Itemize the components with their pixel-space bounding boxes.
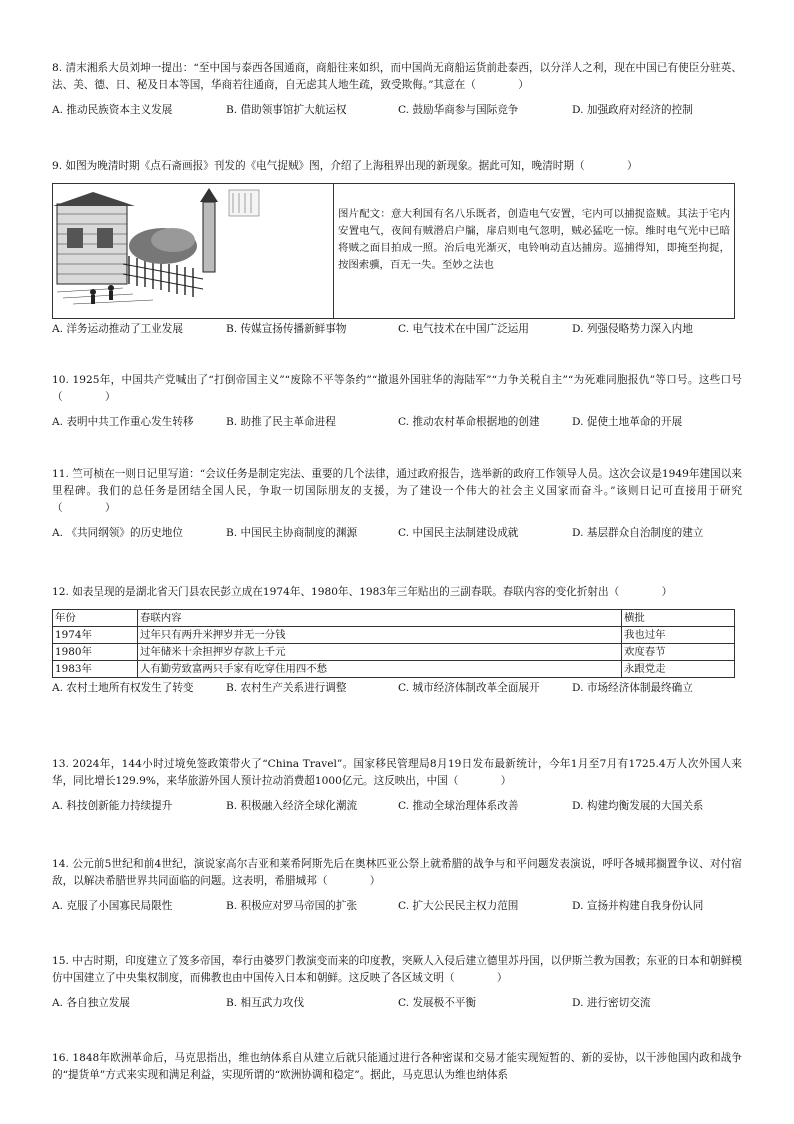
table-row	[53, 661, 735, 678]
options-row	[52, 102, 742, 119]
option-d[interactable]: D. 基层群众自治制度的建立	[572, 527, 704, 539]
table-header-cell: 横批	[622, 610, 735, 627]
question-stem: 14. 公元前5世纪和前4世纪，演说家高尔吉亚和莱希阿斯先后在奥林匹亚公祭上就希腊的战争与和平问题发表演说，呼吁各城邦搁置争议、对付宿敌，以解决希腊世界共同面临的问题。这表明，希腊城邦（ ）	[52, 858, 742, 887]
option-a[interactable]: A. 洋务运动推动了工业发展	[52, 323, 183, 335]
question-stem: 16. 1848年欧洲革命后，马克思指出，维也纳体系自从建立后就只能通过进行各种密谋和交易才能实现短暂的、新的妥协，以干涉他国内政和战争的“提货单”方式来实现和满足利益，实现所谓的“欧洲协调和稳定”。据此，马克思认为维也纳体系	[52, 1052, 742, 1081]
option-d[interactable]: D. 加强政府对经济的控制	[572, 104, 693, 116]
option-a[interactable]: A. 《共同纲领》的历史地位	[52, 527, 183, 539]
option-c[interactable]: C. 中国民主法制建设成就	[398, 527, 519, 539]
option-b[interactable]: B. 积极融入经济全球化潮流	[226, 800, 358, 812]
option-d[interactable]: D. 促使土地革命的开展	[572, 416, 683, 428]
option-c[interactable]: C. 城市经济体制改革全面展开	[398, 682, 540, 694]
question-stem: 12. 如表呈现的是湖北省天门县农民彭立成在1974年、1980年、1983年三年贴出的三副春联。春联内容的变化折射出（ ）	[52, 586, 673, 598]
options-row	[52, 321, 742, 338]
electric-thief-illustration	[53, 184, 333, 312]
table-cell: 人有勤劳致富两只手家有吃穿住用四不愁	[138, 661, 622, 678]
question-stem: 11. 竺可桢在一则日记里写道：“会议任务是制定宪法、重要的几个法律，通过政府报告，选举新的政府工作领导人员。这次会议是1949年建国以来里程碑。我们的总任务是团结全国人民，争取一切国际朋友的支援，为了建设一个伟大的社会主义国家而奋斗。”该则日记可直接用于研究（ ）	[52, 468, 742, 514]
option-d[interactable]: D. 构建均衡发展的大国关系	[572, 800, 704, 812]
couplet-table	[52, 609, 735, 678]
figure-table	[52, 183, 735, 319]
option-d[interactable]: D. 进行密切交流	[572, 997, 651, 1009]
table-cell: 我也过年	[622, 627, 735, 644]
option-c[interactable]: C. 电气技术在中国广泛运用	[398, 323, 529, 335]
table-cell: 1983年	[53, 661, 138, 678]
option-b[interactable]: B. 传媒宣扬传播新鲜事物	[226, 323, 347, 335]
table-cell: 过年储米十余担押岁存款上千元	[138, 644, 622, 661]
option-a[interactable]: A. 克服了小国寡民局限性	[52, 900, 173, 912]
option-c[interactable]: C. 扩大公民民主权力范围	[398, 900, 519, 912]
table-header-row	[53, 610, 735, 627]
question-15	[52, 953, 742, 1012]
question-9	[52, 158, 742, 338]
question-16	[52, 1050, 742, 1084]
table-row	[53, 627, 735, 644]
option-b[interactable]: B. 中国民主协商制度的渊源	[226, 527, 358, 539]
option-a[interactable]: A. 各自独立发展	[52, 997, 130, 1009]
table-row	[53, 644, 735, 661]
question-stem: 9. 如图为晚清时期《点石斋画报》刊发的《电气捉贼》图，介绍了上海租界出现的新现象。据此可知，晚清时期（ ）	[52, 160, 638, 172]
options-row	[52, 995, 742, 1012]
options-row	[52, 898, 742, 915]
options-row	[52, 414, 742, 431]
option-b[interactable]: B. 借助领事馆扩大航运权	[226, 104, 347, 116]
question-12	[52, 584, 742, 697]
caption-cell	[334, 184, 735, 319]
option-c[interactable]: C. 发展极不平衡	[398, 997, 477, 1009]
question-13	[52, 756, 742, 815]
table-cell: 欢度春节	[622, 644, 735, 661]
option-c[interactable]: C. 推动农村革命根据地的创建	[398, 416, 540, 428]
option-c[interactable]: C. 推动全球治理体系改善	[398, 800, 519, 812]
option-b[interactable]: B. 积极应对罗马帝国的扩张	[226, 900, 358, 912]
options-row	[52, 525, 742, 542]
option-b[interactable]: B. 助推了民主革命进程	[226, 416, 336, 428]
option-a[interactable]: A. 推动民族资本主义发展	[52, 104, 173, 116]
table-cell: 永跟党走	[622, 661, 735, 678]
option-d[interactable]: D. 市场经济体制最终确立	[572, 682, 693, 694]
table-header-cell: 春联内容	[138, 610, 622, 627]
table-cell: 过年只有两升米押岁并无一分钱	[138, 627, 622, 644]
illustration-cell	[53, 184, 334, 319]
option-a[interactable]: A. 表明中共工作重心发生转移	[52, 416, 194, 428]
option-d[interactable]: D. 列强侵略势力深入内地	[572, 323, 693, 335]
figure-caption: 图片配文：意大利国有名八乐既者，创造电气安置，宅内可以捕捉盗贼。其法于宅内安置电气，夜间有贼潜启户牖，扉启则电气忽明，贼必猛吃一惊。维时电气光中已暗将贼之面目拍成一照。治后电光渐灭，电铃响动直达捕房。巡捕得知，即掩至拘捉，按图索骥，百无一失。至妙之法也	[338, 208, 730, 271]
option-b[interactable]: B. 农村生产关系进行调整	[226, 682, 347, 694]
option-a[interactable]: A. 科技创新能力持续提升	[52, 800, 173, 812]
option-b[interactable]: B. 相互武力攻伐	[226, 997, 305, 1009]
option-c[interactable]: C. 鼓励华商参与国际竞争	[398, 104, 519, 116]
question-stem: 10. 1925年，中国共产党喊出了“打倒帝国主义”“废除不平等条约”“撤退外国驻华的海陆军”“力争关税自主”“为死难同胞报仇”等口号。这些口号（ ）	[52, 374, 742, 403]
question-10	[52, 372, 742, 431]
options-row	[52, 798, 742, 815]
question-stem: 15. 中古时期，印度建立了笈多帝国，奉行由婆罗门教演变而来的印度教，突厥人入侵后建立德里苏丹国，以伊斯兰教为国教；东亚的日本和朝鲜模仿中国建立了中央集权制度，而佛教也由中国传入日本和朝鲜。这反映了各区域文明（ ）	[52, 955, 742, 984]
question-14	[52, 856, 742, 915]
question-8	[52, 60, 742, 119]
option-a[interactable]: A. 农村土地所有权发生了转变	[52, 682, 194, 694]
option-d[interactable]: D. 宣扬并构建自我身份认同	[572, 900, 704, 912]
table-cell: 1980年	[53, 644, 138, 661]
table-header-cell: 年份	[53, 610, 138, 627]
question-stem: 13. 2024年，144小时过境免签政策带火了“China Travel”。国家移民管理局8月19日发布最新统计，今年1月至7月有1725.4万人次外国人来华，同比增长129.9%，来华旅游外国人预计拉动消费超1000亿元。这反映出，中国（ ）	[52, 758, 742, 787]
table-cell: 1974年	[53, 627, 138, 644]
question-11	[52, 466, 742, 542]
options-row	[52, 680, 742, 697]
question-stem: 8. 清末湘系大员刘坤一提出：“至中国与泰西各国通商，商船往来如织，而中国尚无商船运货前赴泰西，以分洋人之利，现在中国已有使臣分驻英、法、美、德、日、秘及日本等国，华商若往通商，自无虑其人地生疏，致受欺侮。”其意在（ ）	[52, 62, 742, 91]
